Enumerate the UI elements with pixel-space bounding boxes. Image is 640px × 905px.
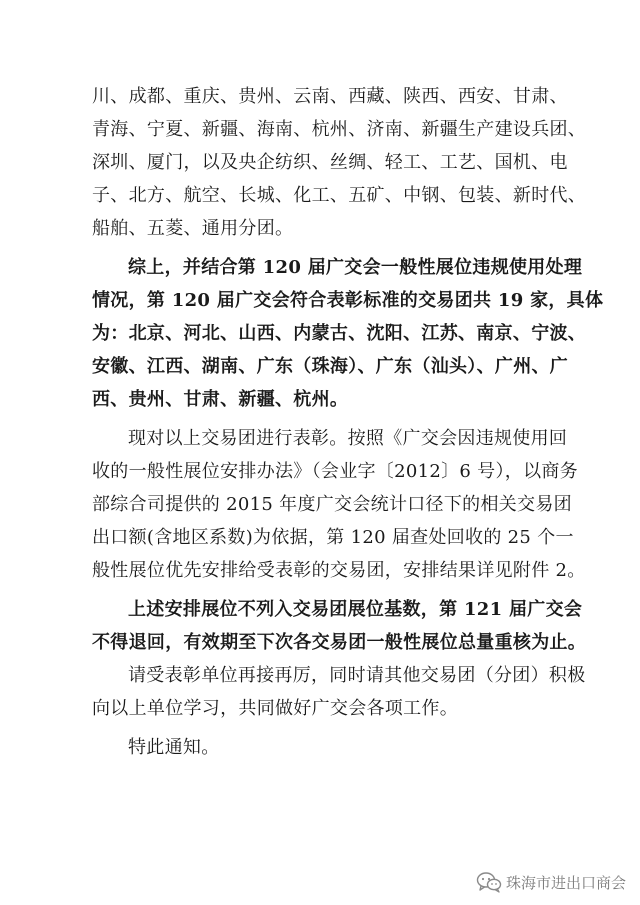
text-line: 综上，并结合第 120 届广交会一般性展位违规使用处理 xyxy=(128,257,583,278)
watermark xyxy=(476,871,626,893)
wechat-icon xyxy=(476,871,502,893)
paragraph-booth-rules xyxy=(92,593,587,659)
text-line: 船舶、五菱、通用分团。 xyxy=(92,218,294,239)
text-line: 收的一般性展位安排办法》（会业字〔2012〕6 号），以商务 xyxy=(92,461,578,482)
text-line: 上述安排展位不列入交易团展位基数，第 121 届广交会 xyxy=(128,599,583,620)
text-line: 现对以上交易团进行表彰。按照《广交会因违规使用回 xyxy=(128,428,568,449)
text-line: 青海、宁夏、新疆、海南、杭州、济南、新疆生产建设兵团、 xyxy=(92,119,587,140)
text-line: 子、北方、航空、长城、化工、五矿、中钢、包装、新时代、 xyxy=(92,185,587,206)
watermark-text: 珠海市进出口商会 xyxy=(505,873,626,892)
text-line: 请受表彰单位再接再厉，同时请其他交易团（分团）积极 xyxy=(128,665,586,686)
paragraph-region-list xyxy=(92,80,587,245)
text-line: 安徽、江西、湖南、广东（珠海）、广东（汕头）、广州、广 xyxy=(92,356,569,377)
paragraph-notice-closing xyxy=(92,731,562,764)
text-line: 不得退回，有效期至下次各交易团一般性展位总量重核为止。 xyxy=(92,632,587,653)
paragraph-summary xyxy=(92,251,604,416)
document-body xyxy=(92,80,604,764)
text-line: 向以上单位学习，共同做好广交会各项工作。 xyxy=(92,698,458,719)
text-line: 特此通知。 xyxy=(128,737,220,758)
text-line: 川、成都、重庆、贵州、云南、西藏、陕西、西安、甘肃、 xyxy=(92,86,568,107)
text-line: 情况，第 120 届广交会符合表彰标准的交易团共 19 家，具体 xyxy=(92,290,604,311)
text-line: 出口额(含地区系数)为依据，第 120 届查处回收的 25 个一 xyxy=(92,527,574,548)
paragraph-encouragement xyxy=(92,659,586,725)
text-line: 深圳、厦门，以及央企纺织、丝绸、轻工、工艺、国机、电 xyxy=(92,152,568,173)
text-line: 部综合司提供的 2015 年度广交会统计口径下的相关交易团 xyxy=(92,494,572,515)
text-line: 般性展位优先安排给受表彰的交易团，安排结果详见附件 2。 xyxy=(92,560,586,581)
text-line: 西、贵州、甘肃、新疆、杭州。 xyxy=(92,389,349,410)
text-line: 为：北京、河北、山西、内蒙古、沈阳、江苏、南京、宁波、 xyxy=(92,323,587,344)
paragraph-commendation xyxy=(92,422,586,587)
